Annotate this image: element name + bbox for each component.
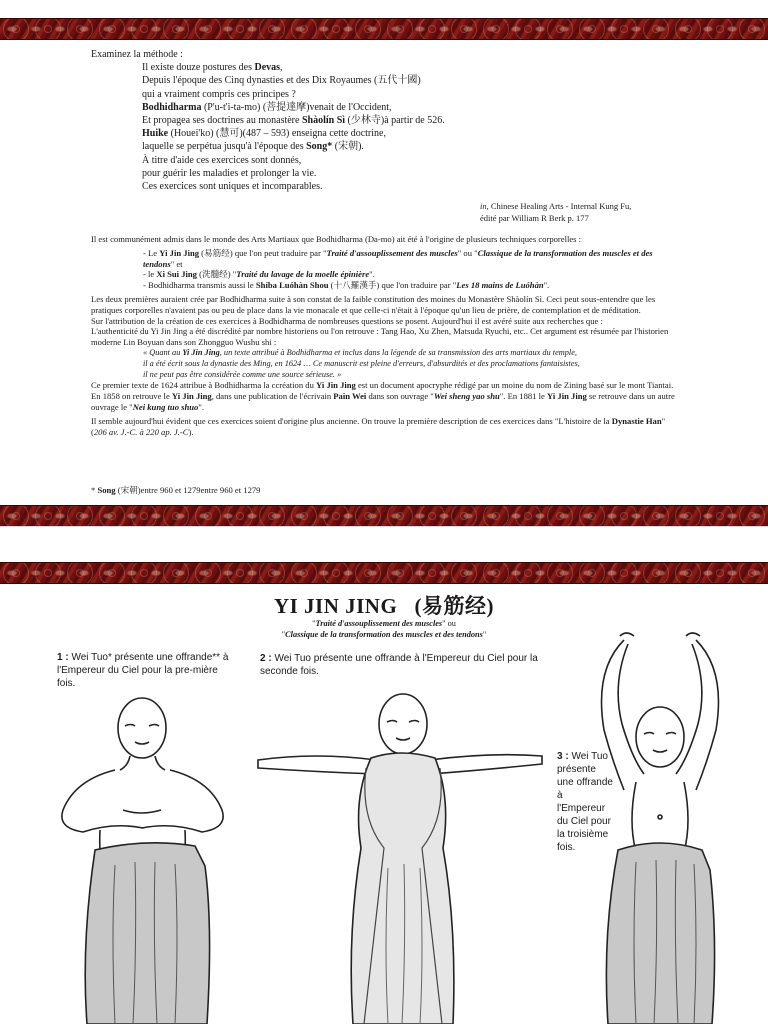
list-item: - Le Yi Jin Jing (易筋经) que l'on peut traduire par "Traité d'assouplissement des muscles" ou "Classique de la transformation des muscles et des tendons" et (143, 247, 653, 269)
poem-line: À titre d'aide ces exercices sont donnés, (142, 154, 302, 166)
poem-line: laquelle se perpétua jusqu'à l'époque des Song* (宋朝). (142, 141, 364, 153)
list-item: - le Xi Sui Jing (洗髓经) "Traité du lavage de la moelle épinière". (143, 269, 375, 280)
poem-line: Ces exercices sont uniques et incomparables. (142, 181, 323, 193)
figure-posture-2 (256, 688, 546, 1024)
paragraph: Ce premier texte de 1624 attribue à Bodhidharma la ccréation du Yi Jin Jing est un document apocryphe rédigé par un moine du nom de Zining basé sur le mont Tiantai. En 1858 on retrouve le Yi Jin Jing, dans une publication de l'écrivain Pain Wei dans son ouvrage "Wei sheng yao shu". En 1881 le Yi Jin Jing se retrouve dans un autre ouvrage le "Nei kung tuo shuo". (91, 380, 675, 412)
poem-line: Et propagea ses doctrines au monastère Shàolín Sì (少林寺)à partir de 526. (142, 115, 445, 127)
poem-line: Huike (Houei'ko) (慧可)(487 – 593) enseigna cette doctrine, (142, 128, 386, 140)
decorative-border-bottom (0, 505, 768, 527)
footnote: * Song (宋朝)entre 960 et 1279entre 960 et 1279 (91, 485, 261, 495)
poem-line: pour guérir les maladies et prolonger la vie. (142, 167, 317, 179)
caption-3: 3 : Wei Tuo présente une offrande à l'Empereur du Ciel pour la troisième fois. (557, 751, 613, 853)
body-text (91, 234, 681, 440)
page-subtitle: "Traité d'assouplissement des muscles" ou "Classique de la transformation des muscles et des tendons" (281, 619, 487, 639)
quote-line: il ne peut pas être considérée comme une source sérieuse. » (143, 369, 342, 379)
paragraph: L'authenticité du Yi Jin Jing a été discrédité par nombre historiens ou l'on retrouve : Tang Hao, Xu Zhen, Matsuda Ryuchi, etc.. Cet argument est résumée par l'historien moderne Lin Boyuan dans son Zhongguo Wushu shi : (91, 326, 669, 348)
quote-line: il a été écrit sous la dynastie des Ming, en 1624 … Ce manuscrit est pleine d'erreurs, d'absurdités et des proclamations fantaisistes, (143, 358, 580, 368)
poem-line: Bodhidharma (P'u-t'i-ta-mo) (菩提達摩)venait de l'Occident, (142, 101, 392, 113)
poem-line: qui a vraiment compris ces principes ? (142, 88, 296, 100)
poem-line: Depuis l'époque des Cinq dynasties et des Dix Royaumes (五代十國) (142, 75, 421, 87)
page-title: YI JIN JING (易筋经) (273, 594, 495, 618)
list-item: - Bodhidharma transmis aussi le Shíba Luóhàn Shou (十八羅漢手) que l'on traduire par "Les 18 mains de Luóhàn". (143, 280, 550, 291)
caption-2: 2 : Wei Tuo présente une offrande à l'Empereur du Ciel pour la seconde fois. (260, 653, 538, 677)
poem-block (91, 48, 711, 193)
poem-line: Il existe douze postures des Devas, (142, 62, 283, 74)
paragraph: Il est communément admis dans le monde des Arts Martiaux que Bodhidharma (Da-mo) ait été à l'origine de plusieurs techniques corporelles : (91, 234, 582, 244)
figure-posture-3 (596, 632, 726, 1024)
figure-posture-1 (55, 690, 265, 1024)
quote-line: « Quant au Yi Jin Jing, un texte attribué à Bodhidharma et inclus dans la légende de sa transmission des arts martiaux du temple, (143, 347, 577, 357)
poem-intro: Examinez la méthode : (91, 49, 183, 60)
decorative-border-top (0, 18, 768, 40)
page-separator (0, 526, 768, 527)
decorative-border-page2 (0, 562, 768, 584)
paragraph: Il semble aujourd'hui évident que ces exercices soient d'origine plus ancienne. On trouve la première description de ces exercices dans "L'histoire de la Dynastie Han" (206 av. J.-C. à 220 ap. J.-C). (91, 415, 666, 437)
citation: in, Chinese Healing Arts - Internal Kung Fu, édité par William R Berk p. 177 (480, 201, 632, 223)
paragraph: Les deux premières auraient crée par Bodhidharma suite à son constat de la faible constitution des moines du Monastère Shàolín Sì. Ceci peut sous-entendre que les pratiques corporelles n'avaient pas ou peu de place dans la vie monacale et que celle-ci n'était à l'époque qu'un lieu de prière, de contemplation et de méditation. (91, 293, 656, 315)
paragraph: Sur l'attribution de la création de ces exercices à Bodhidharma de nombreuses questions se posent. Aujourd'hui il est avéré suite aux recherches que : (91, 315, 603, 326)
caption-1: 1 : Wei Tuo* présente une offrande** à l'Empereur du Ciel pour la pre-mière fois. (57, 652, 229, 689)
